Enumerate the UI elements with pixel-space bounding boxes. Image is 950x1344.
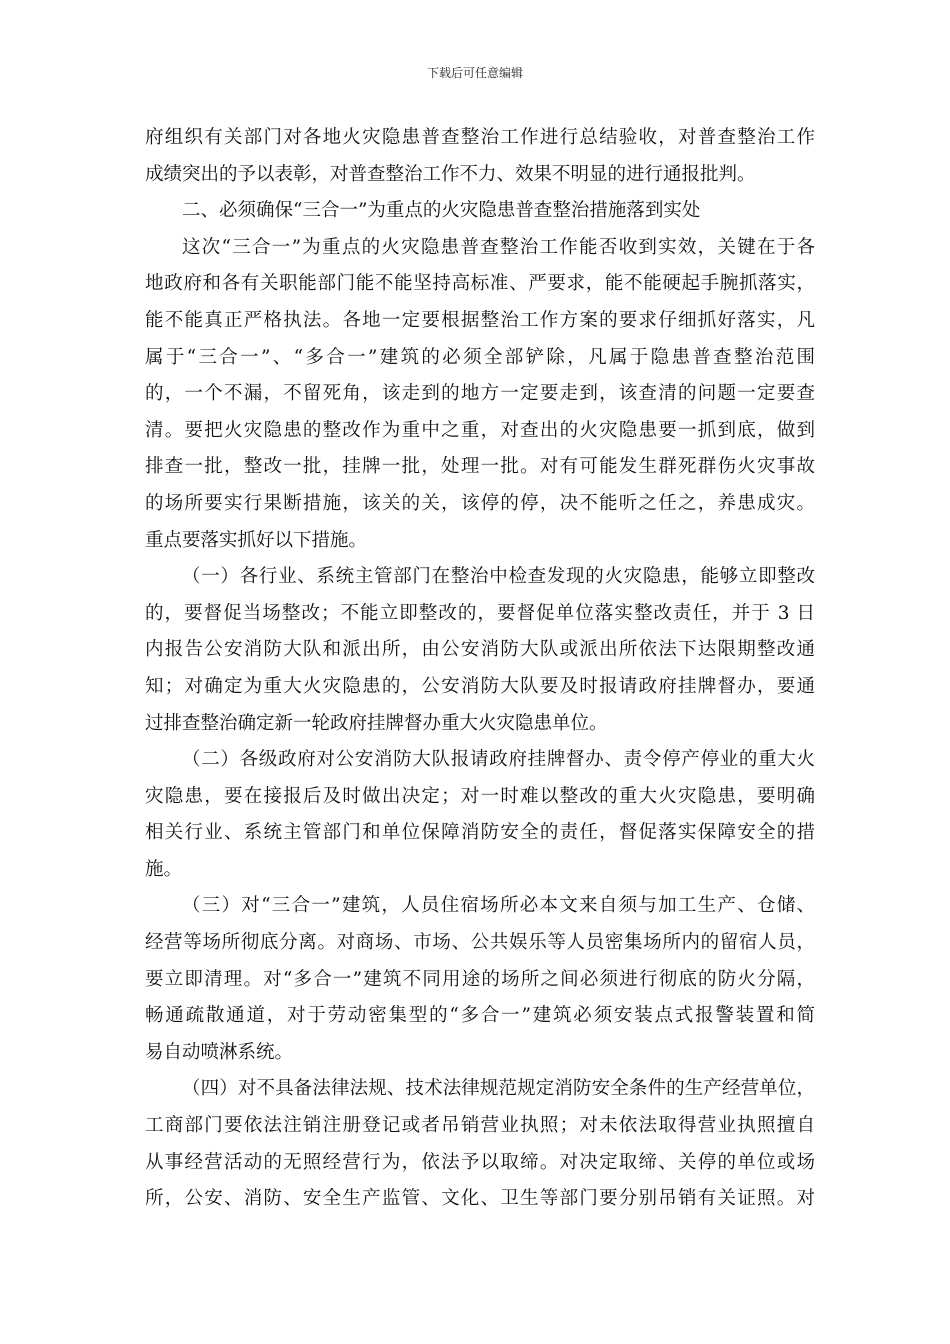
text-line: 的场所要实行果断措施，该关的关，该停的停，决不能听之任之，养患成灾。 xyxy=(145,492,815,514)
text-line: 易自动喷淋系统。 xyxy=(145,1041,294,1063)
text-line: 的，要督促当场整改；不能立即整改的，要督促单位落实整改责任，并于 3 日 xyxy=(145,602,815,624)
page-header: 下载后可任意编辑 xyxy=(426,66,523,80)
text-line: （一）各行业、系统主管部门在整治中检查发现的火灾隐患，能够立即整改 xyxy=(182,566,815,588)
text-line: 地政府和各有关职能部门能不能坚持高标准、严要求，能不能硬起手腕抓落实， xyxy=(145,273,815,295)
text-line: 经营等场所彻底分离。对商场、市场、公共娱乐等人员密集场所内的留宿人员， xyxy=(145,932,815,954)
text-line: 府组织有关部门对各地火灾隐患普查整治工作进行总结验收，对普查整治工作 xyxy=(145,127,815,148)
text-line: 成绩突出的予以表彰，对普查整治工作不力、效果不明显的进行通报批判。 xyxy=(145,163,756,185)
paragraph xyxy=(145,742,815,888)
text-line: 过排查整治确定新一轮政府挂牌督办重大火灾隐患单位。 xyxy=(145,712,608,734)
text-line: 从事经营活动的无照经营行为，依法予以取缔。对决定取缔、关停的单位或场 xyxy=(145,1151,815,1173)
text-line: 重点要落实抓好以下措施。 xyxy=(145,529,368,551)
text-line: 要立即清理。对“多合一”建筑不同用途的场所之间必须进行彻底的防火分隔， xyxy=(145,968,815,990)
text-line: 二、必须确保“三合一”为重点的火灾隐患普查整治措施落到实处 xyxy=(182,200,701,222)
text-line: 施。 xyxy=(145,858,183,880)
text-line: 的，一个不漏，不留死角，该走到的地方一定要走到，该查清的问题一定要查 xyxy=(145,383,815,405)
text-line: 内报告公安消防大队和派出所，由公安消防大队或派出所依法下达限期整改通 xyxy=(145,639,815,661)
paragraph xyxy=(145,1071,815,1217)
paragraph xyxy=(145,193,815,230)
paragraph xyxy=(145,888,815,1071)
text-line: 知；对确定为重大火灾隐患的，公安消防大队要及时报请政府挂牌督办，要通 xyxy=(145,675,815,697)
text-line: 相关行业、系统主管部门和单位保障消防安全的责任，督促落实保障安全的措 xyxy=(145,822,815,844)
text-line: （三）对“三合一”建筑，人员住宿场所必本文来自须与加工生产、仓储、 xyxy=(182,895,815,917)
text-line: 灾隐患，要在接报后及时做出决定；对一时难以整改的重大火灾隐患，要明确 xyxy=(145,785,815,807)
text-line: 这次“三合一”为重点的火灾隐患普查整治工作能否收到实效，关键在于各 xyxy=(182,236,815,258)
text-line: 工商部门要依法注销注册登记或者吊销营业执照；对未依法取得营业执照擅自 xyxy=(145,1115,815,1137)
document-body xyxy=(145,120,815,1218)
text-line: （四）对不具备法律法规、技术法律规范规定消防安全条件的生产经营单位， xyxy=(182,1078,815,1100)
text-line: （二）各级政府对公安消防大队报请政府挂牌督办、责令停产停业的重大火 xyxy=(182,749,815,771)
text-line: 排查一批，整改一批，挂牌一批，处理一批。对有可能发生群死群伤火灾事故 xyxy=(145,456,815,478)
text-line: 所，公安、消防、安全生产监管、文化、卫生等部门要分别吊销有关证照。对 xyxy=(145,1188,815,1210)
text-line: 清。要把火灾隐患的整改作为重中之重，对查出的火灾隐患要一抓到底，做到 xyxy=(145,419,815,441)
paragraph xyxy=(145,559,815,742)
paragraph xyxy=(145,230,815,559)
text-line: 畅通疏散通道，对于劳动密集型的“多合一”建筑必须安装点式报警装置和简 xyxy=(145,1005,815,1027)
text-line: 属于“三合一”、“多合一”建筑的必须全部铲除，凡属于隐患普查整治范围 xyxy=(145,346,815,368)
text-line: 能不能真正严格执法。各地一定要根据整治工作方案的要求仔细抓好落实，凡 xyxy=(145,309,815,331)
paragraph xyxy=(145,120,815,193)
